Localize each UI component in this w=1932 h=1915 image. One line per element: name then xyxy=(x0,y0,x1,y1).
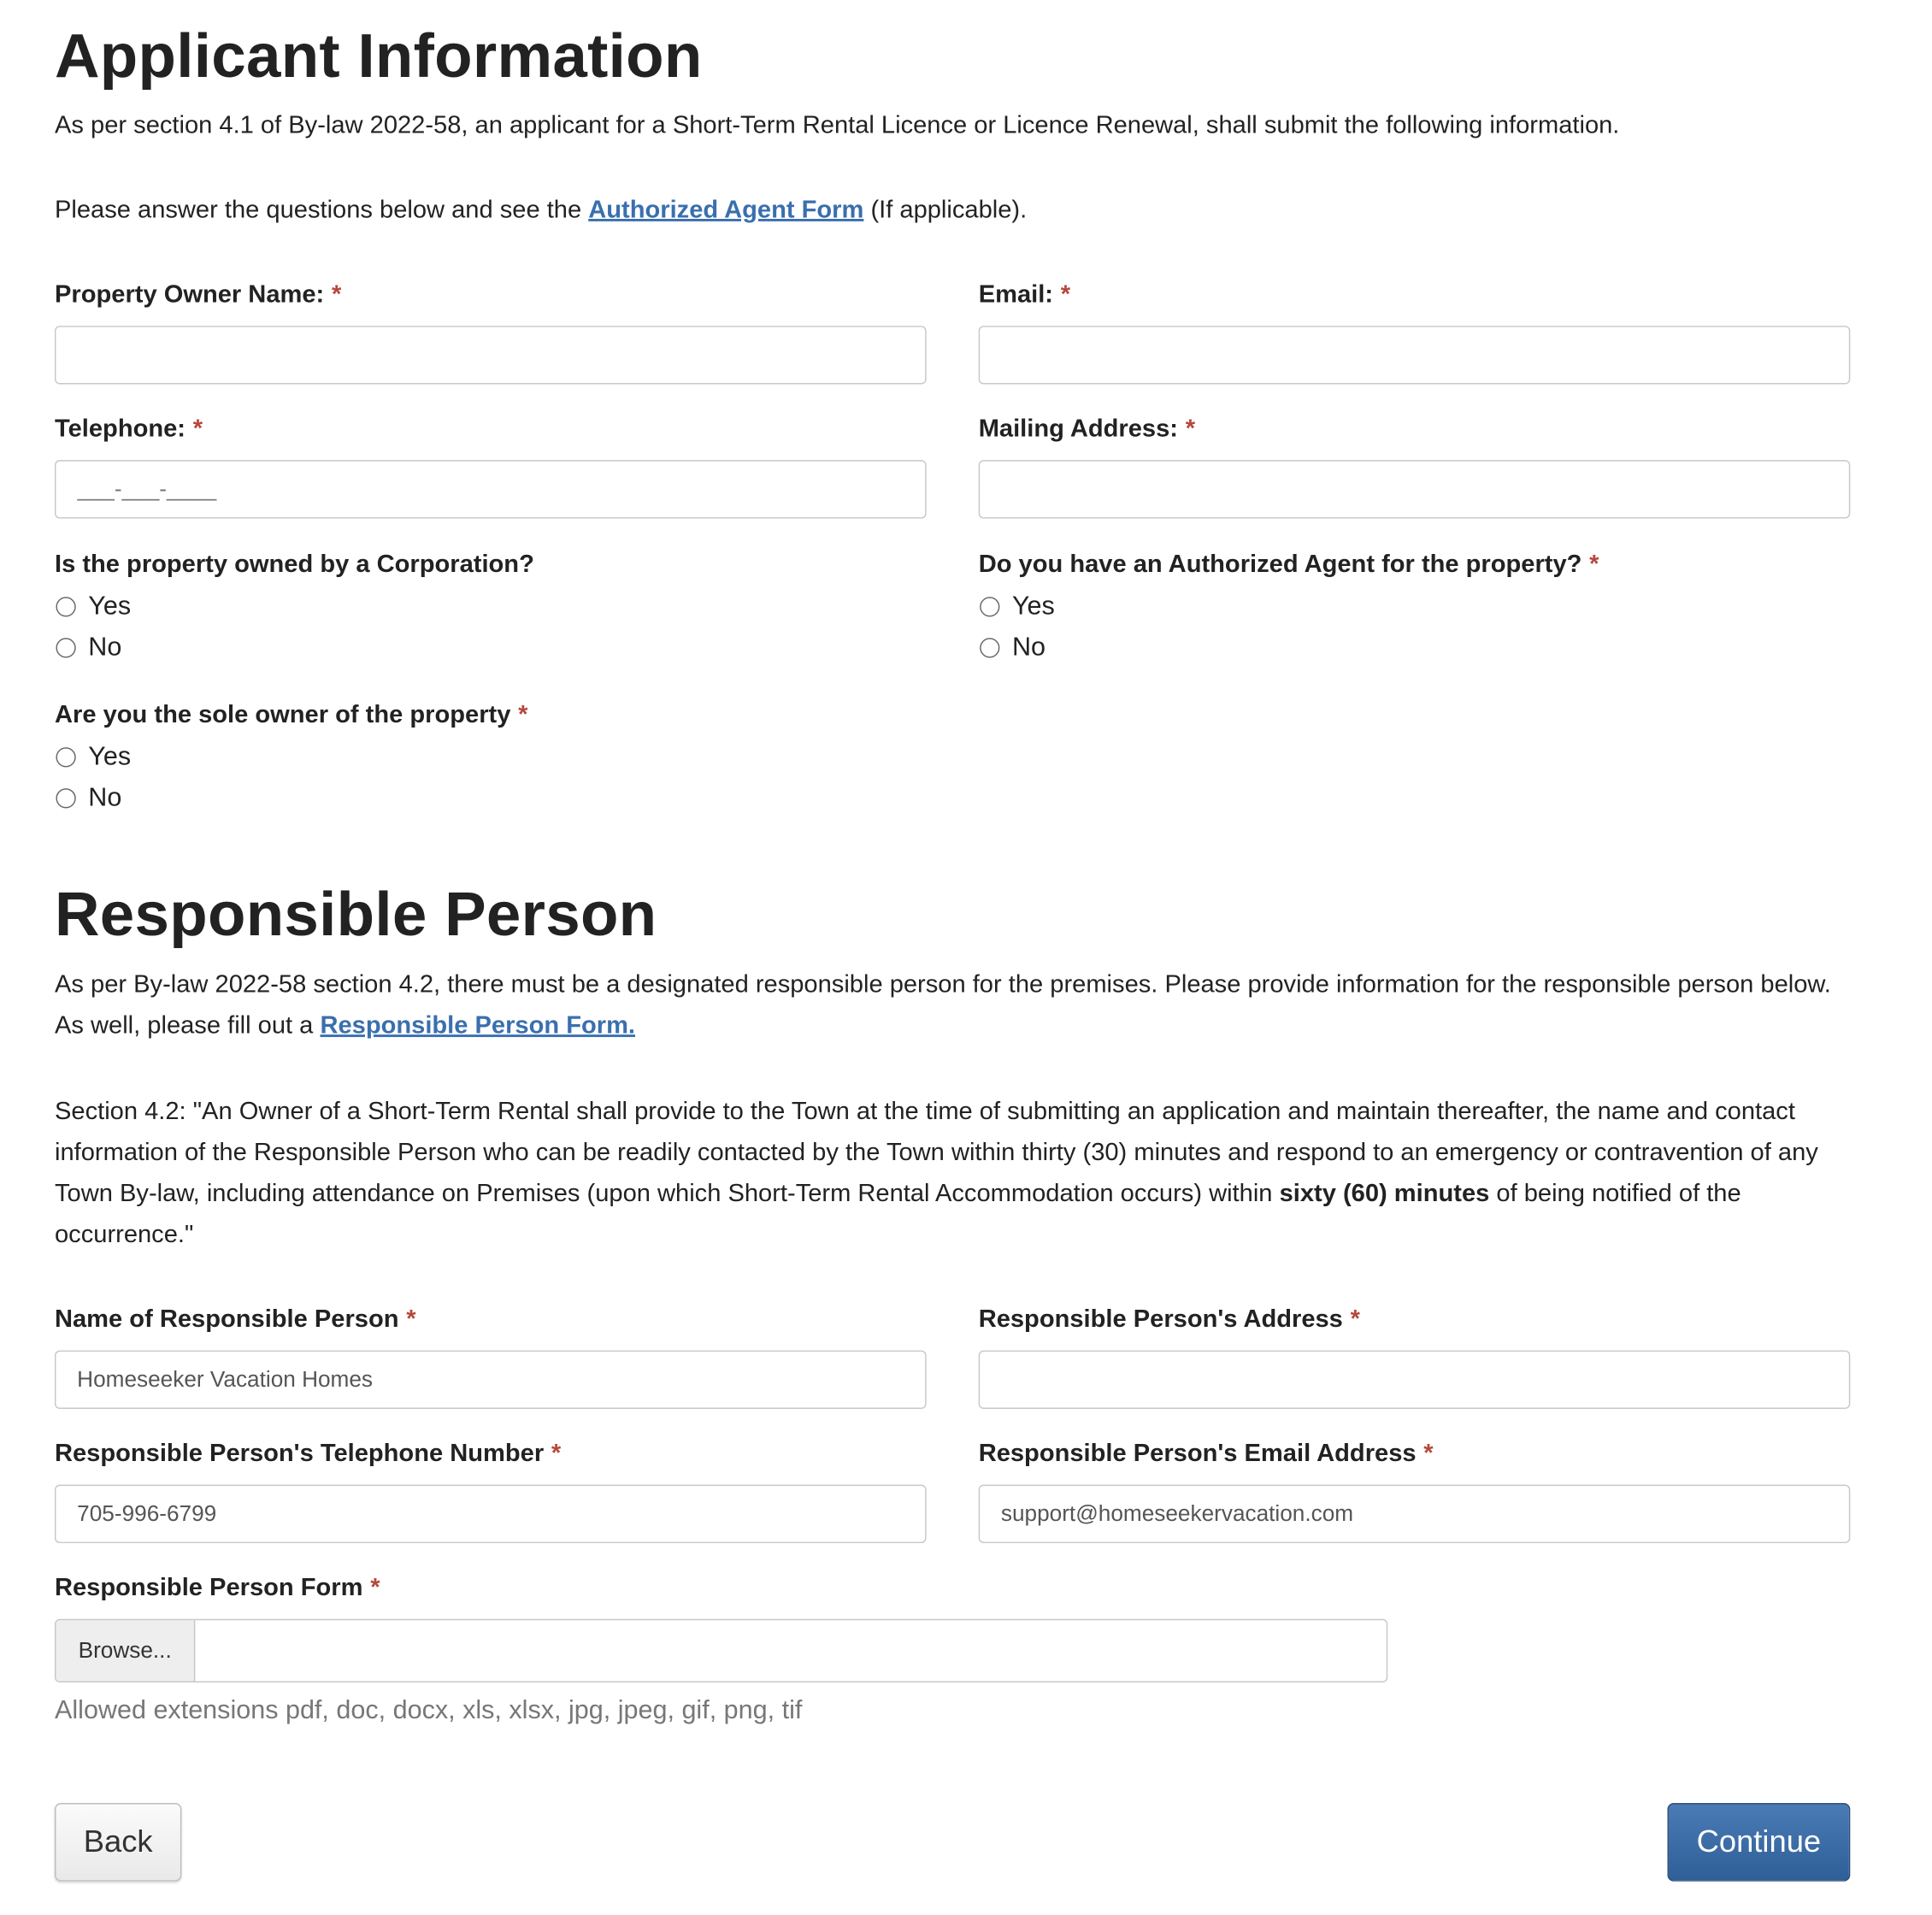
sole-owner-no-radio[interactable] xyxy=(56,788,75,808)
responsible-form-label: Responsible Person Form * xyxy=(54,1574,380,1602)
continue-button[interactable]: Continue xyxy=(1667,1803,1850,1882)
agent-yes-radio[interactable] xyxy=(980,597,999,616)
browse-button[interactable]: Browse... xyxy=(56,1620,195,1681)
responsible-person-form-link[interactable]: Responsible Person Form. xyxy=(320,1011,636,1040)
corporation-yes-radio[interactable] xyxy=(56,597,75,616)
file-name-display xyxy=(195,1620,1386,1681)
section-quote-suffix: of being notified of the occurrence." xyxy=(54,1180,1741,1249)
radio-label: No xyxy=(88,633,122,662)
mailing-address-input[interactable] xyxy=(979,460,1851,518)
section-quote xyxy=(55,1092,1850,1256)
section-title-responsible: Responsible Person xyxy=(54,879,657,949)
radio-label: Yes xyxy=(88,592,132,621)
owner-name-label: Property Owner Name: * xyxy=(54,280,342,309)
sole-owner-question: Are you the sole owner of the property * xyxy=(54,701,528,729)
agent-question: Do you have an Authorized Agent for the property? * xyxy=(978,551,1599,579)
sole-owner-yes-radio[interactable] xyxy=(56,747,75,767)
back-button[interactable]: Back xyxy=(55,1803,181,1882)
answer-instructions xyxy=(55,191,1027,232)
responsible-phone-input[interactable] xyxy=(55,1485,927,1543)
page-title: Applicant Information xyxy=(54,21,703,91)
owner-name-input[interactable] xyxy=(55,326,927,384)
email-label: Email: * xyxy=(978,280,1071,309)
responsible-form-file-input[interactable] xyxy=(55,1619,1387,1682)
answer-prefix: Please answer the questions below and see the xyxy=(54,196,582,224)
radio-label: Yes xyxy=(88,742,132,771)
responsible-email-label: Responsible Person's Email Address * xyxy=(978,1440,1434,1468)
telephone-label: Telephone: * xyxy=(54,415,203,443)
answer-suffix: (If applicable). xyxy=(870,196,1028,224)
email-input[interactable] xyxy=(979,326,1851,384)
telephone-input[interactable] xyxy=(55,460,927,518)
mailing-address-label: Mailing Address: * xyxy=(978,415,1196,443)
agent-no-radio[interactable] xyxy=(980,638,999,657)
corporation-question: Is the property owned by a Corporation? xyxy=(54,551,534,579)
corporation-yes-option[interactable] xyxy=(55,592,131,622)
agent-yes-option[interactable] xyxy=(979,592,1055,622)
responsible-name-label: Name of Responsible Person * xyxy=(54,1305,416,1334)
responsible-name-input[interactable] xyxy=(55,1351,927,1409)
responsible-address-input[interactable] xyxy=(979,1351,1851,1409)
radio-label: No xyxy=(1011,633,1046,662)
allowed-extensions-hint: Allowed extensions pdf, doc, docx, xls, xlsx, jpg, jpeg, gif, png, tif xyxy=(54,1695,803,1725)
responsible-address-label: Responsible Person's Address * xyxy=(978,1305,1360,1334)
radio-label: Yes xyxy=(1011,592,1055,621)
section-quote-bold: sixty (60) minutes xyxy=(1279,1180,1490,1208)
sole-owner-no-option[interactable] xyxy=(55,783,121,813)
authorized-agent-form-link[interactable]: Authorized Agent Form xyxy=(588,196,864,224)
corporation-no-option[interactable] xyxy=(55,633,121,663)
responsible-intro-text: As per By-law 2022-58 section 4.2, there must be a designated responsible person for the premises. Please provide information for the responsible person below. As well, please fill out a xyxy=(54,970,1831,1040)
responsible-email-input[interactable] xyxy=(979,1485,1851,1543)
agent-no-option[interactable] xyxy=(979,633,1046,663)
sole-owner-yes-option[interactable] xyxy=(55,742,131,772)
radio-label: No xyxy=(88,783,122,812)
responsible-phone-label: Responsible Person's Telephone Number * xyxy=(54,1440,562,1468)
responsible-intro xyxy=(55,965,1850,1047)
applicant-intro: As per section 4.1 of By-law 2022-58, an applicant for a Short-Term Rental Licence or Licence Renewal, shall submit the following information. xyxy=(54,111,1620,139)
corporation-no-radio[interactable] xyxy=(56,638,75,657)
section-quote-text: Section 4.2: "An Owner of a Short-Term Rental shall provide to the Town at the time of submitting an application and maintain thereafter, the name and contact information of the Responsible Person who can be readily contacted by the Town within thirty (30) minutes and respond to an emergency or contravention of any Town By-law, including attendance on Premises (upon which Short-Term Rental Accommodation occurs) within xyxy=(54,1098,1818,1208)
